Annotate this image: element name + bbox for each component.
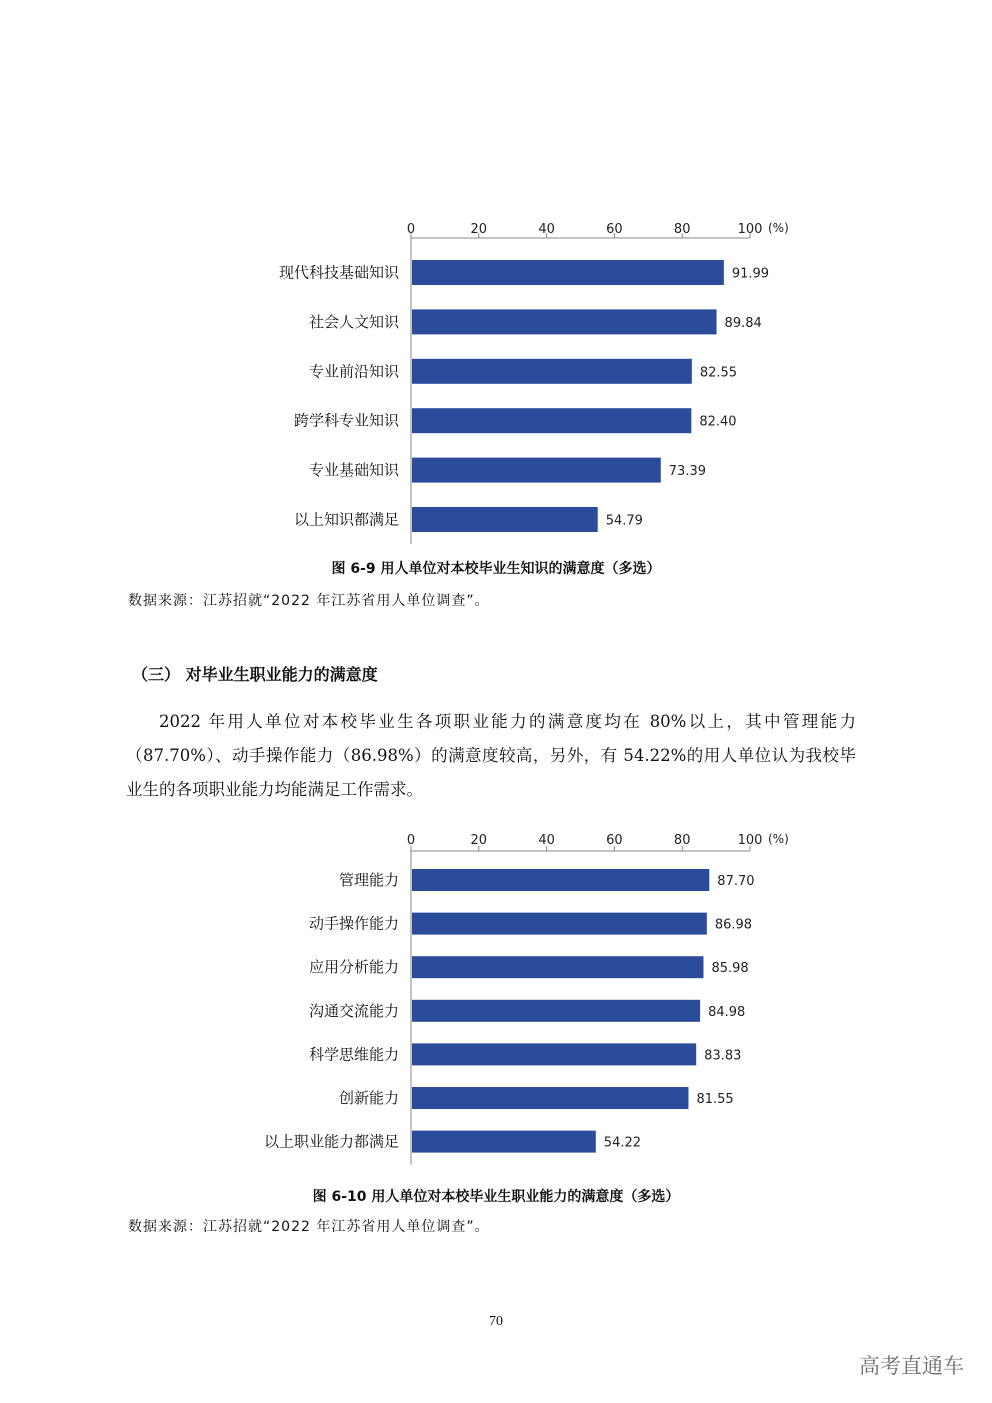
data-label: 54.79 bbox=[605, 513, 643, 529]
category-label: 科学思维能力 bbox=[308, 1045, 399, 1064]
x-tick-label: 0 bbox=[406, 222, 416, 237]
data-label: 83.83 bbox=[704, 1048, 742, 1064]
watermark: 高考直通车 bbox=[859, 1354, 964, 1378]
x-tick-label: 40 bbox=[538, 222, 555, 237]
data-label: 73.39 bbox=[668, 464, 707, 480]
data-label: 86.98 bbox=[714, 917, 753, 933]
data-label: 85.98 bbox=[711, 961, 749, 977]
x-tick-label: 60 bbox=[606, 833, 623, 848]
category-label: 沟通交流能力 bbox=[308, 1001, 399, 1020]
bar bbox=[412, 1131, 596, 1153]
data-label: 87.70 bbox=[717, 874, 755, 889]
data-label: 89.84 bbox=[724, 315, 762, 331]
data-source-note: 数据来源：江苏招就“2022 年江苏省用人单位调查”。 bbox=[128, 593, 490, 609]
x-tick-label: 20 bbox=[470, 222, 488, 237]
category-label: 专业基础知识 bbox=[308, 461, 399, 480]
unit-label: (%) bbox=[768, 221, 789, 235]
category-label: 创新能力 bbox=[338, 1089, 399, 1107]
bar bbox=[412, 956, 703, 978]
data-label: 82.40 bbox=[699, 414, 737, 430]
section-paragraph: 2022 年用人单位对本校毕业生各项职业能力的满意度均在 80%以上，其中管理能力（87.70%）、动手操作能力（86.98%）的满意度较高，另外，有 54.22%的用人单位认为我校毕业生的各项职业能力均能满足工作需求。 bbox=[126, 712, 856, 799]
chart-caption-6-9: 图 6-9 用人单位对本校毕业生知识的满意度（多选） bbox=[331, 561, 661, 577]
data-label: 81.55 bbox=[696, 1092, 734, 1107]
data-label: 91.99 bbox=[731, 266, 770, 282]
x-tick-label: 80 bbox=[673, 833, 691, 848]
unit-label: (%) bbox=[768, 832, 789, 846]
category-label: 应用分析能力 bbox=[308, 958, 399, 977]
category-label: 现代科技基础知识 bbox=[278, 263, 399, 282]
bar bbox=[412, 1000, 700, 1022]
data-source-note: 数据来源：江苏招就“2022 年江苏省用人单位调查”。 bbox=[128, 1219, 490, 1235]
x-tick-label: 100 bbox=[737, 222, 763, 237]
category-label: 社会人文知识 bbox=[308, 312, 399, 331]
x-tick-label: 20 bbox=[470, 833, 488, 848]
page-number: 70 bbox=[489, 1314, 503, 1329]
category-label: 动手操作能力 bbox=[308, 914, 399, 933]
x-tick-label: 100 bbox=[737, 833, 763, 848]
bar bbox=[412, 1087, 688, 1109]
bar bbox=[412, 1043, 696, 1065]
category-label: 以上职业能力都满足 bbox=[263, 1132, 399, 1151]
category-label: 跨学科专业知识 bbox=[293, 411, 399, 430]
bar bbox=[412, 913, 707, 935]
category-label: 以上知识都满足 bbox=[293, 510, 399, 529]
data-label: 82.55 bbox=[699, 365, 738, 381]
section-title: （三） 对毕业生职业能力的满意度 bbox=[132, 665, 378, 684]
x-tick-label: 0 bbox=[406, 833, 416, 848]
x-tick-label: 60 bbox=[606, 222, 623, 237]
x-tick-label: 40 bbox=[538, 833, 555, 848]
category-label: 专业前沿知识 bbox=[308, 362, 399, 381]
bar bbox=[412, 869, 709, 891]
category-label: 管理能力 bbox=[338, 871, 399, 889]
data-label: 54.22 bbox=[603, 1135, 642, 1151]
data-label: 84.98 bbox=[708, 1004, 746, 1020]
x-tick-label: 80 bbox=[673, 222, 691, 237]
chart-caption-6-10: 图 6-10 用人单位对本校毕业生职业能力的满意度（多选） bbox=[312, 1189, 680, 1205]
